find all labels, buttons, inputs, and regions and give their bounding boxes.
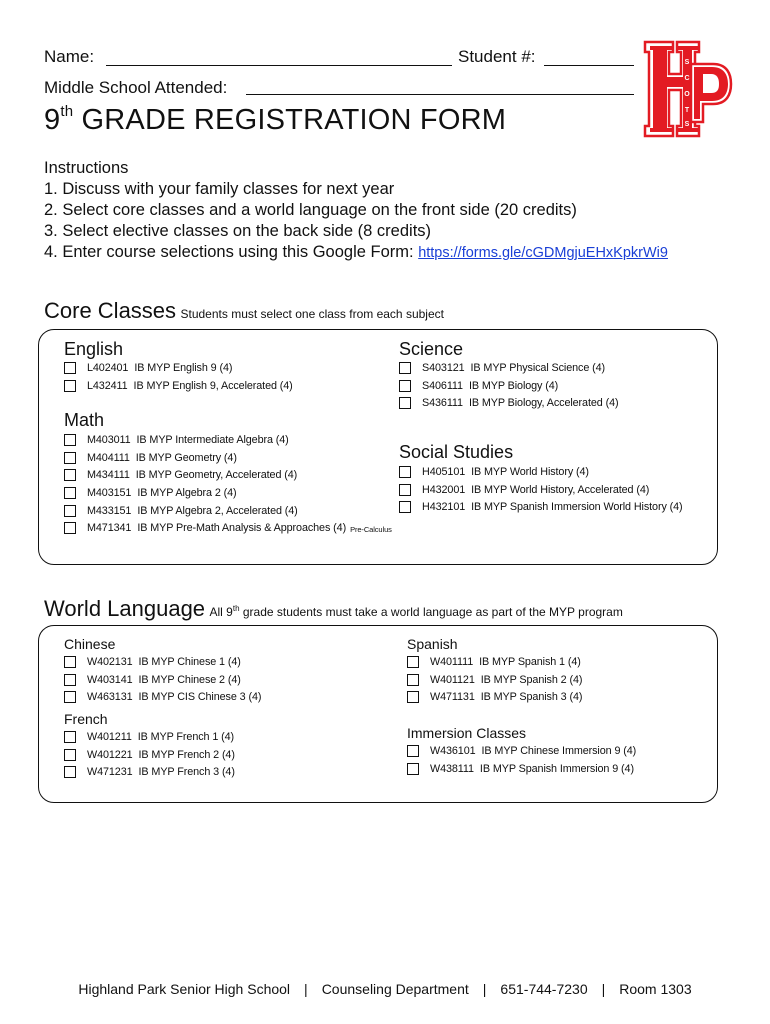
checkbox[interactable] — [407, 691, 419, 703]
svg-text:C: C — [684, 75, 690, 82]
checkbox[interactable] — [64, 452, 76, 464]
social-studies-title: Social Studies — [399, 442, 514, 462]
checkbox[interactable] — [399, 397, 411, 409]
name-label: Name: — [44, 47, 95, 66]
checkbox[interactable] — [64, 749, 76, 761]
footer-room: Room 1303 — [619, 981, 692, 997]
checkbox[interactable] — [64, 380, 76, 392]
course-option[interactable]: W402131 IB MYP Chinese 1 (4) — [64, 653, 261, 671]
course-option[interactable]: W401111 IB MYP Spanish 1 (4) — [407, 653, 582, 671]
world-language-header — [44, 596, 623, 622]
french-title: French — [64, 711, 108, 727]
course-option[interactable]: M433151 IB MYP Algebra 2, Accelerated (4) — [64, 502, 392, 520]
pre-calculus-note: Pre-Calculus — [350, 524, 392, 534]
checkbox[interactable] — [407, 763, 419, 775]
checkbox[interactable] — [399, 362, 411, 374]
course-option[interactable]: H432001 IB MYP World History, Accelerated (4) — [399, 481, 683, 499]
instructions-heading: Instructions — [44, 159, 129, 177]
student-number-label: Student #: — [458, 47, 536, 66]
checkbox[interactable] — [64, 766, 76, 778]
course-option[interactable]: M403011 IB MYP Intermediate Algebra (4) — [64, 431, 392, 449]
checkbox[interactable] — [399, 484, 411, 496]
chinese-list — [64, 653, 261, 706]
checkbox[interactable] — [64, 656, 76, 668]
course-option[interactable]: L432411 IB MYP English 9, Accelerated (4) — [64, 377, 293, 395]
instruction-step: 1. Discuss with your family classes for next year — [44, 180, 395, 198]
checkbox[interactable] — [64, 691, 76, 703]
english-title: English — [64, 339, 124, 359]
course-option[interactable]: S406111 IB MYP Biology (4) — [399, 377, 618, 395]
footer-department: Counseling Department — [321, 981, 469, 997]
checkbox[interactable] — [399, 501, 411, 513]
checkbox[interactable] — [64, 674, 76, 686]
instruction-step: 4. Enter course selections using this Google Form: https://forms.gle/cGDMgjuEHxKpkrWi9 — [44, 243, 668, 261]
immersion-title: Immersion Classes — [407, 725, 527, 741]
school-logo — [641, 36, 734, 142]
footer — [0, 981, 770, 997]
course-option[interactable]: M471341 IB MYP Pre-Math Analysis & Approaches (4) Pre-Calculus — [64, 519, 392, 537]
course-option[interactable]: W438111 IB MYP Spanish Immersion 9 (4) — [407, 760, 636, 778]
course-option[interactable]: W471131 IB MYP Spanish 3 (4) — [407, 688, 582, 706]
course-option[interactable]: W436101 IB MYP Chinese Immersion 9 (4) — [407, 742, 636, 760]
course-option[interactable]: H405101 IB MYP World History (4) — [399, 463, 683, 481]
instructions — [44, 158, 668, 264]
math-title: Math — [64, 410, 105, 430]
checkbox[interactable] — [407, 656, 419, 668]
social-studies-list — [399, 463, 683, 516]
course-option[interactable]: H432101 IB MYP Spanish Immersion World History (4) — [399, 498, 683, 516]
course-option[interactable]: S403121 IB MYP Physical Science (4) — [399, 359, 618, 377]
french-list — [64, 728, 235, 781]
footer-school: Highland Park Senior High School — [78, 981, 291, 997]
instruction-step: 2. Select core classes and a world language on the front side (20 credits) — [44, 201, 577, 219]
svg-text:S: S — [684, 121, 690, 128]
checkbox[interactable] — [64, 362, 76, 374]
footer-separator: | — [482, 981, 487, 997]
form-title: 9th GRADE REGISTRATION FORM — [44, 103, 507, 136]
world-language-note: All 9th grade students must take a world language as part of the MYP program — [209, 604, 623, 619]
footer-separator: | — [601, 981, 606, 997]
middle-school-field[interactable] — [246, 80, 634, 95]
course-option[interactable]: W471231 IB MYP French 3 (4) — [64, 763, 235, 781]
footer-phone: 651-744-7230 — [500, 981, 588, 997]
checkbox[interactable] — [399, 380, 411, 392]
svg-text:O: O — [684, 91, 690, 98]
checkbox[interactable] — [64, 522, 76, 534]
checkbox[interactable] — [64, 434, 76, 446]
course-option[interactable]: W401221 IB MYP French 2 (4) — [64, 746, 235, 764]
course-option[interactable]: M404111 IB MYP Geometry (4) — [64, 449, 392, 467]
svg-text:T: T — [684, 107, 690, 114]
middle-school-label: Middle School Attended: — [44, 78, 228, 97]
checkbox[interactable] — [407, 674, 419, 686]
checkbox[interactable] — [64, 469, 76, 481]
core-classes-note: Students must select one class from each subject — [180, 307, 444, 321]
math-list — [64, 431, 392, 537]
core-classes-title: Core Classes — [44, 298, 177, 323]
course-option[interactable]: W403141 IB MYP Chinese 2 (4) — [64, 671, 261, 689]
core-classes-header — [44, 298, 444, 324]
name-field[interactable] — [106, 51, 452, 66]
checkbox[interactable] — [407, 745, 419, 757]
science-title: Science — [399, 339, 464, 359]
course-option[interactable]: S436111 IB MYP Biology, Accelerated (4) — [399, 394, 618, 412]
spanish-list — [407, 653, 582, 706]
checkbox[interactable] — [64, 505, 76, 517]
world-language-title: World Language — [44, 596, 206, 621]
chinese-title: Chinese — [64, 636, 116, 652]
immersion-list — [407, 742, 636, 777]
science-list — [399, 359, 618, 412]
hp-logo-icon — [641, 36, 734, 142]
svg-text:S: S — [684, 59, 690, 66]
footer-separator: | — [304, 981, 308, 997]
google-form-link[interactable]: https://forms.gle/cGDMgjuEHxKpkrWi9 — [418, 245, 668, 261]
course-option[interactable]: M434111 IB MYP Geometry, Accelerated (4) — [64, 466, 392, 484]
course-option[interactable]: W463131 IB MYP CIS Chinese 3 (4) — [64, 688, 261, 706]
english-list — [64, 359, 293, 394]
course-option[interactable]: W401121 IB MYP Spanish 2 (4) — [407, 671, 582, 689]
spanish-title: Spanish — [407, 636, 458, 652]
course-option[interactable]: M403151 IB MYP Algebra 2 (4) — [64, 484, 392, 502]
course-option[interactable]: W401211 IB MYP French 1 (4) — [64, 728, 235, 746]
checkbox[interactable] — [64, 731, 76, 743]
checkbox[interactable] — [399, 466, 411, 478]
checkbox[interactable] — [64, 487, 76, 499]
course-option[interactable]: L402401 IB MYP English 9 (4) — [64, 359, 293, 377]
instruction-step: 3. Select elective classes on the back side (8 credits) — [44, 222, 432, 240]
student-number-field[interactable] — [544, 51, 634, 66]
